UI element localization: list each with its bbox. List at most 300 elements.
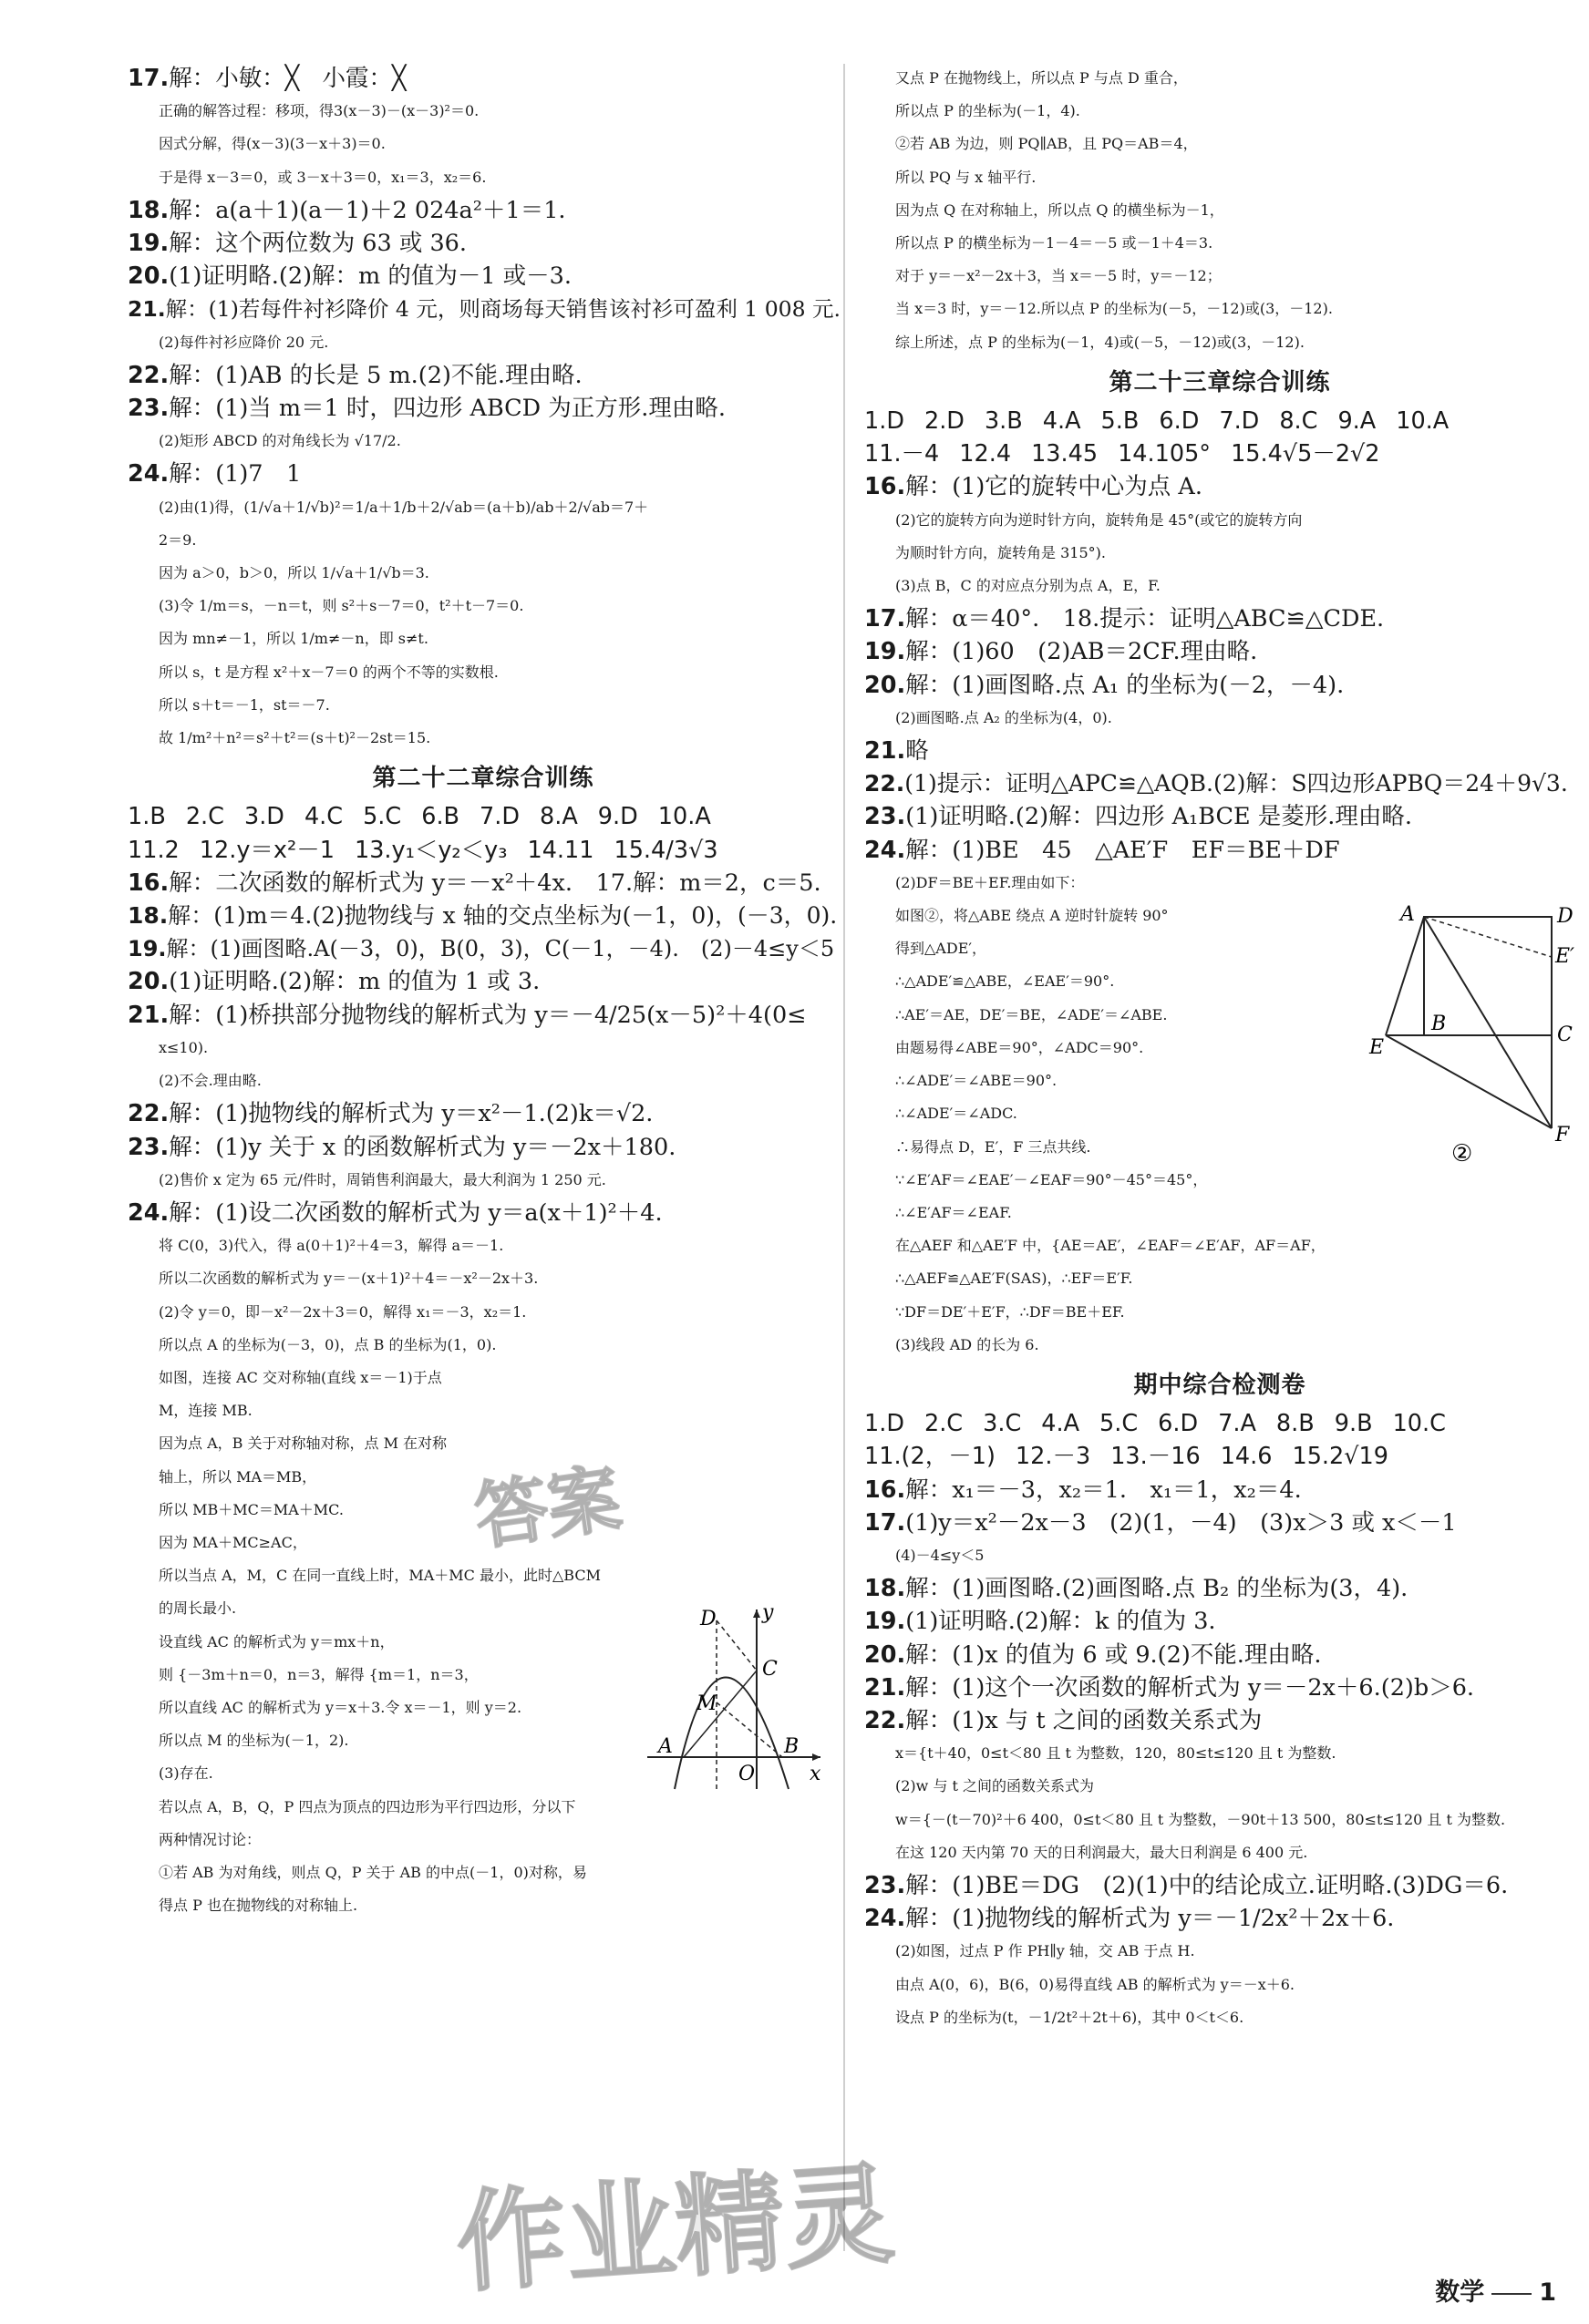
question-answer <box>864 635 1575 668</box>
answer-item: 2.C <box>185 803 224 831</box>
fig-label-D: D <box>700 1608 717 1630</box>
question-number: 20. <box>864 671 906 699</box>
fig2-label-D: D <box>1557 905 1574 928</box>
answer-item: 12.－3 <box>1015 1443 1091 1471</box>
answer-text: 解：(1)AB 的长是 5 m.(2)不能.理由略. <box>169 361 583 389</box>
question-number: 21. <box>128 1001 170 1029</box>
answer-item: 10.A <box>657 803 711 831</box>
question-answer <box>864 767 1575 800</box>
answer-text: ∵∠E′AF＝∠EAE′－∠EAF＝90°－45°＝45°， <box>895 1170 1208 1188</box>
question-number: 17. <box>864 605 906 633</box>
question-answer <box>128 1197 839 1229</box>
answer-item: 12.4 <box>959 440 1012 468</box>
answer-item: 3.C <box>983 1410 1022 1438</box>
answer-text: 两种情况讨论： <box>159 1830 262 1848</box>
answer-item: 4.C <box>304 803 344 831</box>
answer-item: 3.D <box>243 803 284 831</box>
question-number: 24. <box>864 1905 906 1933</box>
answer-item: 6.D <box>1158 1410 1199 1438</box>
footer-page-number: 1 <box>1539 2278 1556 2307</box>
answer-continuation <box>128 491 839 524</box>
answer-text: 所以点 P 的横坐标为－1－4＝－5 或－1＋4＝3. <box>895 234 1213 252</box>
answer-text: 设点 P 的坐标为(t，－1/2t²＋2t＋6)，其中 0＜t＜6. <box>895 2008 1244 2026</box>
answer-text: 则 {－3m＋n＝0，n＝3，解得 {m＝1，n＝3， <box>159 1665 479 1683</box>
answer-text: (2)w 与 t 之间的函数关系式为 <box>895 1777 1095 1795</box>
answer-continuation <box>864 95 1575 128</box>
answer-continuation <box>864 1770 1575 1803</box>
answer-text: (2)如图，过点 P 作 PH∥y 轴，交 AB 于点 H. <box>895 1942 1195 1960</box>
question-answer <box>128 867 839 900</box>
answer-item: 14.6 <box>1220 1443 1273 1471</box>
answer-text: 略 <box>905 737 929 766</box>
answer-continuation <box>128 622 839 655</box>
answer-text: 所以二次函数的解析式为 y＝－(x＋1)²＋4＝－x²－2x＋3. <box>159 1270 539 1288</box>
answer-item: 9.A <box>1337 407 1377 436</box>
answer-text: 解：(1)m＝4.(2)抛物线与 x 轴的交点坐标为(－1，0)，(－3，0). <box>168 902 838 930</box>
question-answer <box>864 602 1575 635</box>
answer-text: (1)y＝x²－2x－3 (2)(1，－4) (3)x＞3 或 x＜－1 <box>905 1508 1457 1537</box>
question-answer <box>864 1704 1575 1737</box>
answer-text: 解：(1)7 1 <box>169 460 302 488</box>
footer-dash <box>1491 2293 1532 2295</box>
answer-text: 如图，连接 AC 交对称轴(直线 x＝－1)于点 <box>159 1368 442 1386</box>
answer-item: 7.D <box>480 803 521 831</box>
question-number: 16. <box>128 869 170 897</box>
answer-text: (2)由(1)得，(1/√a＋1/√b)²＝1/a＋1/b＋2/√ab＝(a＋b)/ab＋2/√ab＝7＋ <box>159 498 649 516</box>
question-number: 17. <box>128 65 170 92</box>
answer-continuation <box>864 1262 1575 1295</box>
answer-item: 8.A <box>540 803 578 831</box>
answer-continuation <box>864 1229 1575 1262</box>
answer-item: 2.C <box>923 1410 964 1438</box>
answer-text: ②若 AB 为边，则 PQ∥AB，且 PQ＝AB＝4， <box>895 135 1198 153</box>
answer-text: ∴AE′＝AE，DE′＝BE，∠ADE′＝∠ABE. <box>895 1005 1168 1023</box>
answer-text: 因为 mn≠－1，所以 1/m≠－n，即 s≠t. <box>159 630 428 648</box>
question-answer <box>864 1506 1575 1539</box>
question-number: 22. <box>128 361 170 389</box>
question-number: 23. <box>128 1133 170 1161</box>
answer-text: 得到△ADE′， <box>895 940 987 958</box>
answer-text: (2)令 y＝0，即－x²－2x＋3＝0，解得 x₁＝－3，x₂＝1. <box>159 1302 527 1321</box>
question-number: 23. <box>128 395 170 423</box>
answer-text: ①若 AB 为对角线，则点 Q，P 关于 AB 的中点(－1，0)对称，易 <box>159 1863 587 1881</box>
answer-text: 的周长最小. <box>159 1599 237 1618</box>
question-number: 24. <box>128 1198 170 1227</box>
answer-item: 1.D <box>864 1410 904 1438</box>
answer-continuation <box>864 2001 1575 2034</box>
answer-item: 8.C <box>1279 407 1318 436</box>
question-answer <box>128 932 839 965</box>
answer-item: 7.A <box>1218 1410 1256 1438</box>
answer-continuation <box>128 128 839 160</box>
answer-text: 所以直线 AC 的解析式为 y＝x＋3.令 x＝－1，则 y＝2. <box>159 1698 522 1716</box>
question-number: 19. <box>864 1608 906 1636</box>
answer-continuation <box>128 1032 839 1064</box>
answer-text: x≤10). <box>159 1038 209 1056</box>
answer-row <box>864 1407 1575 1440</box>
answer-continuation <box>128 1064 839 1097</box>
question-answer <box>128 392 839 425</box>
question-answer <box>128 1131 839 1164</box>
answer-item: 5.C <box>363 803 402 831</box>
answer-continuation <box>864 326 1575 359</box>
answer-text: ∴△AEF≌△AE′F(SAS)，∴EF＝E′F. <box>895 1270 1133 1288</box>
square-rotation-figure <box>1367 902 1577 1176</box>
answer-text: 所以点 M 的坐标为(－1，2). <box>159 1732 349 1750</box>
answer-text: 解：(1)BE 45 △AE′F EF＝BE＋DF <box>905 836 1340 864</box>
answer-text: 又点 P 在抛物线上，所以点 P 与点 D 重合， <box>895 69 1188 87</box>
answer-text: (2)不会.理由略. <box>159 1072 262 1090</box>
answer-item: 15.4√5－2√2 <box>1231 440 1380 468</box>
answer-text: (1)证明略.(2)解：m 的值为－1 或－3. <box>169 262 572 291</box>
answer-text: 解：(1)当 m＝1 时，四边形 ABCD 为正方形.理由略. <box>169 395 726 423</box>
answer-text: 解：(1)设二次函数的解析式为 y＝a(x＋1)²＋4. <box>169 1198 663 1227</box>
question-answer <box>128 359 839 392</box>
question-number: 20. <box>128 968 170 996</box>
answer-continuation <box>864 504 1575 537</box>
answer-row <box>128 800 839 833</box>
answer-text: ∴∠ADE′＝∠ADC. <box>895 1105 1017 1123</box>
answer-continuation <box>864 194 1575 227</box>
answer-item: 4.A <box>1042 407 1081 436</box>
answer-text: 由题易得∠ABE＝90°，∠ADC＝90°. <box>895 1038 1144 1056</box>
question-number: 23. <box>864 1871 906 1899</box>
answer-row <box>864 1440 1575 1473</box>
answer-text: 2＝9. <box>159 530 197 549</box>
question-number: 17. <box>864 1508 906 1537</box>
answer-continuation <box>864 570 1575 602</box>
answer-text: 解：(1)x 的值为 6 或 9.(2)不能.理由略. <box>905 1640 1322 1669</box>
question-answer <box>128 293 839 325</box>
answer-text: ∵DF＝DE′＋E′F，∴DF＝BE＋EF. <box>895 1302 1125 1321</box>
answer-text: (1)证明略.(2)解：四边形 A₁BCE 是菱形.理由略. <box>905 803 1412 831</box>
question-answer <box>128 900 839 932</box>
answer-text: 解：(1)抛物线的解析式为 y＝x²－1.(2)k＝√2. <box>169 1100 654 1128</box>
answer-text: 在这 120 天内第 70 天的日利润最大，最大日利润是 6 400 元. <box>895 1843 1308 1861</box>
parabola-figure <box>638 1602 830 1794</box>
answer-text: 解：(1)x 与 t 之间的函数关系式为 <box>905 1706 1263 1734</box>
answer-text: 解：(1)BE＝DG (2)(1)中的结论成立.证明略.(3)DG＝6. <box>905 1871 1509 1899</box>
answer-text: 解：x₁＝－3，x₂＝1. x₁＝1，x₂＝4. <box>905 1476 1302 1504</box>
answer-continuation <box>128 1824 839 1856</box>
answer-item: 13.－16 <box>1110 1443 1201 1471</box>
answer-text: (2)画图略.点 A₂ 的坐标为(4，0). <box>895 708 1112 726</box>
answer-continuation <box>128 722 839 755</box>
answer-continuation <box>864 1737 1575 1770</box>
answer-item: 11.－4 <box>864 440 940 468</box>
answer-item: 5.C <box>1099 1410 1139 1438</box>
answer-text: 所以点 P 的坐标为(－1，4). <box>895 102 1080 120</box>
answer-continuation <box>128 1394 839 1427</box>
answer-text: 解：二次函数的解析式为 y＝－x²＋4x. 17.解：m＝2，c＝5. <box>169 869 821 897</box>
fig-label-C: C <box>762 1658 778 1681</box>
answer-row <box>128 834 839 867</box>
question-answer <box>128 62 839 95</box>
answer-text: M，连接 MB. <box>159 1402 253 1420</box>
fig2-label-C: C <box>1557 1023 1573 1046</box>
question-number: 21. <box>864 737 906 766</box>
answer-continuation <box>128 1262 839 1295</box>
answer-text: 为顺时针方向，旋转角是 315°). <box>895 543 1106 561</box>
question-answer <box>864 800 1575 833</box>
answer-text: 正确的解答过程：移项，得3(x－3)－(x－3)²＝0. <box>159 102 480 120</box>
answer-item: 10.A <box>1396 407 1450 436</box>
question-number: 22. <box>864 770 905 797</box>
answer-item: 14.11 <box>527 836 594 864</box>
answer-continuation <box>128 524 839 557</box>
question-number: 22. <box>864 1706 906 1734</box>
answer-continuation <box>864 1197 1575 1229</box>
answer-text: x＝{t＋40，0≤t＜80 且 t 为整数，120，80≤t≤120 且 t 为整数. <box>895 1744 1336 1763</box>
answer-continuation <box>864 128 1575 160</box>
answer-item: 6.B <box>421 803 460 831</box>
answer-continuation <box>864 702 1575 735</box>
question-number: 22. <box>128 1100 170 1128</box>
answer-text: 解：(1)桥拱部分抛物线的解析式为 y＝－4/25(x－5)²＋4(0≤ <box>169 1001 807 1029</box>
answer-text: 因式分解，得(x－3)(3－x＋3)＝0. <box>159 135 386 153</box>
fig2-label-E-prime: E′ <box>1555 945 1575 968</box>
answer-item: 4.A <box>1041 1410 1080 1438</box>
answer-row <box>864 405 1575 437</box>
answer-text: 故 1/m²＋n²＝s²＋t²＝(s＋t)²－2st＝15. <box>159 729 431 747</box>
fig-label-O: O <box>738 1763 756 1785</box>
answer-text: 解：小敏：╳ 小霞：╳ <box>169 65 407 92</box>
answer-continuation <box>128 557 839 590</box>
answer-text: 如图②，将△ABE 绕点 A 逆时针旋转 90° <box>895 907 1169 925</box>
question-number: 23. <box>864 803 906 831</box>
column-divider <box>843 64 845 2251</box>
answer-text: 将 C(0，3)代入，得 a(0＋1)²＋4＝3，解得 a＝－1. <box>159 1237 504 1255</box>
question-number: 20. <box>864 1640 906 1669</box>
answer-text: 对于 y＝－x²－2x＋3，当 x＝－5 时，y＝－12； <box>895 267 1222 285</box>
answer-continuation <box>864 537 1575 570</box>
answer-item: 7.D <box>1219 407 1260 436</box>
answer-continuation <box>128 95 839 128</box>
question-answer <box>864 470 1575 503</box>
fig2-label-E: E <box>1369 1036 1385 1059</box>
answer-item: 13.y₁＜y₂＜y₃ <box>354 836 508 864</box>
answer-continuation <box>128 1164 839 1197</box>
answer-text: w＝{－(t－70)²＋6 400，0≤t＜80 且 t 为整数，－90t＋13 500，80≤t≤120 且 t 为整数. <box>895 1810 1506 1828</box>
answer-text: (3)线段 AD 的长为 6. <box>895 1335 1039 1353</box>
question-number: 21. <box>128 296 166 323</box>
question-answer <box>864 1474 1575 1506</box>
answer-item: 15.2√19 <box>1292 1443 1388 1471</box>
answer-item: 9.B <box>1334 1410 1373 1438</box>
answer-continuation <box>128 425 839 458</box>
answer-item: 1.B <box>128 803 166 831</box>
answer-continuation <box>128 1856 839 1889</box>
question-answer <box>864 1639 1575 1671</box>
question-number: 18. <box>128 902 169 930</box>
question-answer <box>864 669 1575 702</box>
fig2-number: ② <box>1451 1140 1473 1167</box>
answer-item: 2.D <box>923 407 965 436</box>
answer-text: 解：(1)画图略.(2)画图略.点 B₂ 的坐标为(3，4). <box>905 1575 1408 1603</box>
section-heading: 第二十三章综合训练 <box>864 366 1575 399</box>
answer-text: 于是得 x－3＝0，或 3－x＋3＝0，x₁＝3，x₂＝6. <box>159 168 487 186</box>
answer-text: 因为 MA＋MC≥AC， <box>159 1533 307 1551</box>
question-answer <box>128 965 839 998</box>
question-answer <box>128 194 839 227</box>
answer-text: 所以 s＋t＝－1，st＝－7. <box>159 695 330 714</box>
fig-label-M: M <box>696 1692 717 1715</box>
question-number: 21. <box>864 1673 906 1702</box>
fig-label-y: y <box>762 1602 774 1624</box>
answer-item: 9.D <box>597 803 638 831</box>
answer-item: 10.C <box>1392 1410 1446 1438</box>
answer-text: ∴∠E′AF＝∠EAF. <box>895 1203 1012 1221</box>
answer-continuation <box>128 326 839 359</box>
answer-text: (2)DF＝BE＋EF.理由如下： <box>895 873 1085 891</box>
answer-continuation <box>864 1836 1575 1869</box>
question-number: 24. <box>864 836 906 864</box>
section-heading: 期中综合检测卷 <box>864 1369 1575 1402</box>
question-answer <box>864 1671 1575 1704</box>
answer-text: 当 x＝3 时，y＝－12.所以点 P 的坐标为(－5，－12)或(3，－12). <box>895 300 1333 318</box>
answer-item: 1.D <box>864 407 904 436</box>
answer-item: 6.D <box>1159 407 1200 436</box>
answer-continuation <box>128 1229 839 1262</box>
answer-continuation <box>128 1362 839 1394</box>
answer-row <box>864 437 1575 470</box>
answer-text: 解：(1)抛物线的解析式为 y＝－1/2x²＋2x＋6. <box>905 1905 1395 1933</box>
answer-text: 因为 a＞0，b＞0，所以 1/√a＋1/√b＝3. <box>159 564 429 582</box>
question-answer <box>128 227 839 260</box>
answer-text: 轴上，所以 MA＝MB， <box>159 1467 317 1486</box>
question-number: 19. <box>128 230 170 258</box>
answer-text: 所以当点 A，M，C 在同一直线上时，MA＋MC 最小，此时△BCM <box>159 1567 601 1585</box>
answer-text: 解：α＝40°. 18.提示：证明△ABC≌△CDE. <box>905 605 1385 633</box>
question-answer <box>128 458 839 490</box>
question-answer <box>128 1097 839 1130</box>
answer-text: 解：(1)这个一次函数的解析式为 y＝－2x＋6.(2)b＞6. <box>905 1673 1475 1702</box>
answer-text: (1)证明略.(2)解：k 的值为 3. <box>905 1608 1216 1636</box>
answer-continuation <box>864 260 1575 293</box>
answer-continuation <box>864 1935 1575 1968</box>
answer-text: ∴∠ADE′＝∠ABE＝90°. <box>895 1072 1058 1090</box>
answer-item: 13.45 <box>1031 440 1099 468</box>
answer-continuation <box>128 689 839 722</box>
answer-text: (3)点 B，C 的对应点分别为点 A，E，F. <box>895 577 1161 595</box>
answer-text: 解：a(a＋1)(a－1)＋2 024a²＋1＝1. <box>169 196 566 224</box>
answer-text: (4)－4≤y＜5 <box>895 1546 985 1564</box>
answer-item: 14.105° <box>1118 440 1212 468</box>
question-answer <box>864 1572 1575 1605</box>
question-answer <box>864 735 1575 767</box>
answer-text: (1)提示：证明△APC≌△AQB.(2)解：S四边形APBQ＝24＋9√3. <box>904 770 1568 797</box>
answer-text: (1)证明略.(2)解：m 的值为 1 或 3. <box>169 968 541 996</box>
question-answer <box>864 834 1575 867</box>
question-number: 16. <box>864 473 906 501</box>
answer-item: 11.(2，－1) <box>864 1443 996 1471</box>
answer-text: 因为点 A，B 关于对称轴对称，点 M 在对称 <box>159 1435 448 1453</box>
answer-continuation <box>864 62 1575 95</box>
answer-text: 所以 s，t 是方程 x²＋x－7＝0 的两个不等的实数根. <box>159 663 499 681</box>
answer-text: 解：(1)画图略.A(－3，0)，B(0，3)，C(－1，－4). (2)－4≤y＜5 <box>166 936 835 962</box>
answer-text: 因为点 Q 在对称轴上，所以点 Q 的横坐标为－1， <box>895 201 1224 219</box>
question-answer <box>128 260 839 293</box>
answer-continuation <box>864 227 1575 260</box>
answer-continuation <box>128 1559 839 1592</box>
page-footer <box>1435 2272 1556 2308</box>
answer-text: (2)售价 x 定为 65 元/件时，周销售利润最大，最大利润为 1 250 元. <box>159 1170 606 1188</box>
watermark-small: 答案 <box>469 1455 626 1560</box>
fig2-label-A: A <box>1400 903 1415 926</box>
answer-text: 解：这个两位数为 63 或 36. <box>169 230 468 258</box>
answer-continuation <box>128 161 839 194</box>
answer-continuation <box>128 1427 839 1460</box>
answer-text: 解：(1)它的旋转中心为点 A. <box>905 473 1202 501</box>
answer-continuation <box>128 656 839 689</box>
answer-continuation <box>128 1329 839 1362</box>
question-answer <box>128 999 839 1032</box>
question-number: 24. <box>128 460 170 488</box>
answer-text: 得点 P 也在抛物线的对称轴上. <box>159 1897 358 1915</box>
answer-text: 解：(1)画图略.点 A₁ 的坐标为(－2，－4). <box>905 671 1345 699</box>
fig2-label-F: F <box>1555 1124 1570 1147</box>
answer-text: 解：(1)60 (2)AB＝2CF.理由略. <box>905 638 1258 666</box>
answer-text: 若以点 A，B，Q，P 四点为顶点的四边形为平行四边形，分以下 <box>159 1797 576 1815</box>
answer-text: 所以点 A 的坐标为(－3，0)，点 B 的坐标为(1，0). <box>159 1335 497 1353</box>
question-number: 20. <box>128 262 170 291</box>
answer-item: 3.B <box>984 407 1023 436</box>
answer-item: 8.B <box>1275 1410 1315 1438</box>
question-number: 19. <box>864 638 906 666</box>
fig2-label-B: B <box>1431 1013 1447 1035</box>
answer-text: 由点 A(0，6)，B(6，0)易得直线 AB 的解析式为 y＝－x＋6. <box>895 1975 1295 1993</box>
question-answer <box>864 1902 1575 1935</box>
question-answer <box>864 1605 1575 1638</box>
answer-continuation <box>864 867 1575 900</box>
answer-continuation <box>864 161 1575 194</box>
answer-text: (3)存在. <box>159 1764 213 1783</box>
answer-continuation <box>128 1889 839 1922</box>
answer-continuation <box>864 1804 1575 1836</box>
watermark-logo: 作业精灵 <box>452 2151 898 2309</box>
fig-label-x: x <box>810 1763 821 1785</box>
question-number: 19. <box>128 936 167 962</box>
answer-text: ∴易得点 D，E′，F 三点共线. <box>895 1137 1091 1156</box>
answer-continuation <box>128 590 839 622</box>
answer-text: 所以 MB＋MC＝MA＋MC. <box>159 1500 344 1518</box>
answer-text: 解：(1)若每件衬衫降价 4 元，则商场每天销售该衬衫可盈利 1 008 元. <box>165 296 841 323</box>
answer-item: 5.B <box>1100 407 1140 436</box>
footer-subject: 数学 <box>1435 2278 1485 2307</box>
question-answer <box>864 1869 1575 1902</box>
answer-text: (2)每件衬衫应降价 20 元. <box>159 333 329 351</box>
answer-item: 12.y＝x²－1 <box>199 836 335 864</box>
answer-text: 设直线 AC 的解析式为 y＝mx＋n， <box>159 1632 395 1650</box>
answer-continuation <box>864 1539 1575 1572</box>
answer-continuation <box>128 1296 839 1329</box>
answer-item: 15.4/3√3 <box>614 836 718 864</box>
question-number: 18. <box>864 1575 906 1603</box>
answer-text: (2)矩形 ABCD 的对角线长为 √17/2. <box>159 432 401 450</box>
answer-continuation <box>128 1791 839 1824</box>
answer-continuation <box>864 1969 1575 2001</box>
fig-label-A: A <box>658 1735 673 1758</box>
section-heading: 第二十二章综合训练 <box>128 762 839 795</box>
answer-continuation <box>864 1329 1575 1362</box>
answer-continuation <box>864 1296 1575 1329</box>
question-number: 18. <box>128 196 170 224</box>
answer-continuation <box>864 293 1575 325</box>
answer-text: 综上所述，点 P 的坐标为(－1，4)或(－5，－12)或(3，－12). <box>895 333 1305 351</box>
answer-text: (2)它的旋转方向为逆时针方向，旋转角是 45°(或它的旋转方向 <box>895 510 1303 529</box>
answer-text: 在△AEF 和△AE′F 中，{AE＝AE′，∠EAF＝∠E′AF，AF＝AF， <box>895 1237 1326 1255</box>
answer-text: (3)令 1/m＝s，－n＝t，则 s²＋s－7＝0，t²＋t－7＝0. <box>159 597 524 615</box>
